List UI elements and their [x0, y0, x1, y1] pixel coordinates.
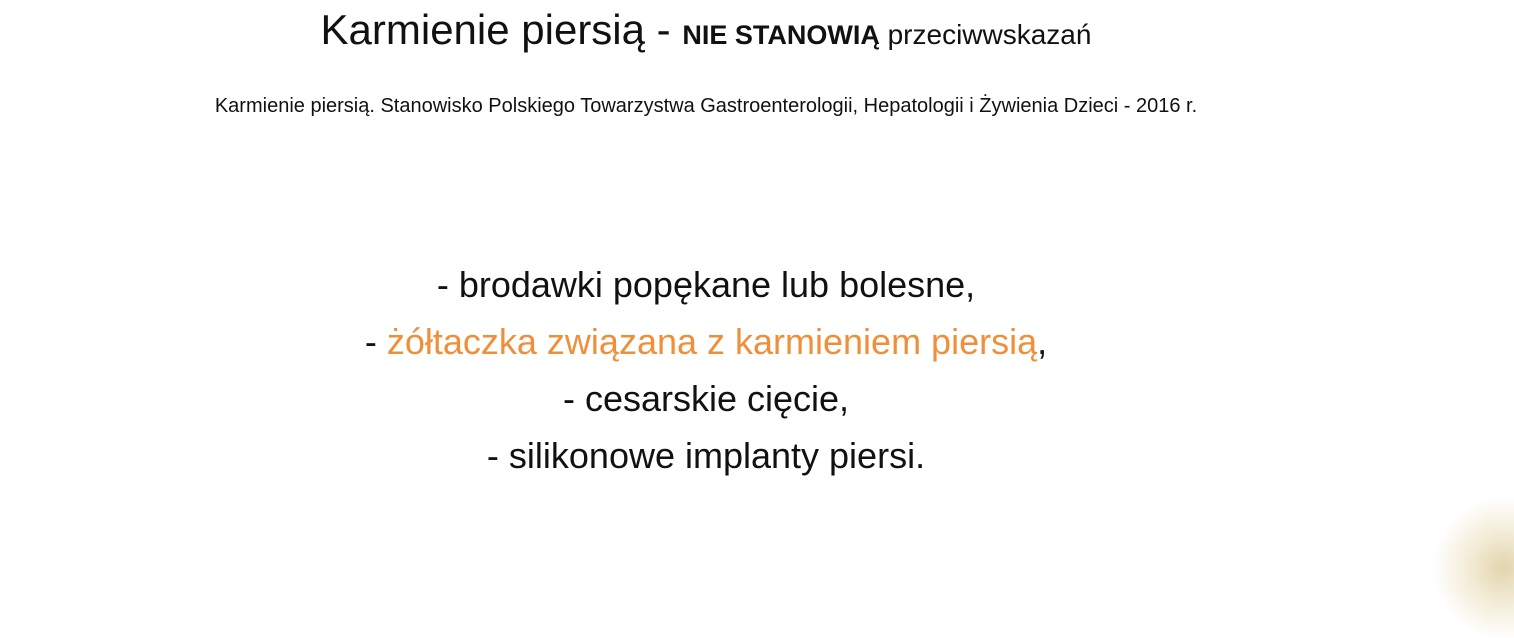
source-citation: Karmienie piersią. Stanowisko Polskiego Towarzystwa Gastroenterologii, Hepatologii i Żywienia Dzieci - 2016 r. [214, 95, 1198, 117]
item-prefix: - [486, 435, 509, 476]
list-item [0, 427, 1412, 484]
title-main: Karmienie piersią - [320, 6, 683, 53]
item-text: silikonowe implanty piersi. [508, 435, 926, 476]
title-emphasis: NIE STANOWIĄ [682, 20, 880, 50]
list-item [0, 256, 1412, 313]
corner-decoration [1434, 498, 1514, 638]
item-text-highlighted: żółtaczka związana z karmieniem piersią [386, 321, 1038, 362]
non-contraindications-list [0, 256, 1412, 484]
title-tail: przeciwwskazań [879, 19, 1092, 50]
list-item [0, 313, 1412, 370]
page-title [0, 6, 1412, 59]
item-prefix: - [562, 378, 585, 419]
item-text: brodawki popękane lub bolesne, [458, 264, 976, 305]
item-suffix: , [1037, 321, 1048, 362]
item-prefix: - [436, 264, 459, 305]
list-item [0, 370, 1412, 427]
item-prefix: - [364, 321, 387, 362]
item-text: cesarskie cięcie, [584, 378, 850, 419]
